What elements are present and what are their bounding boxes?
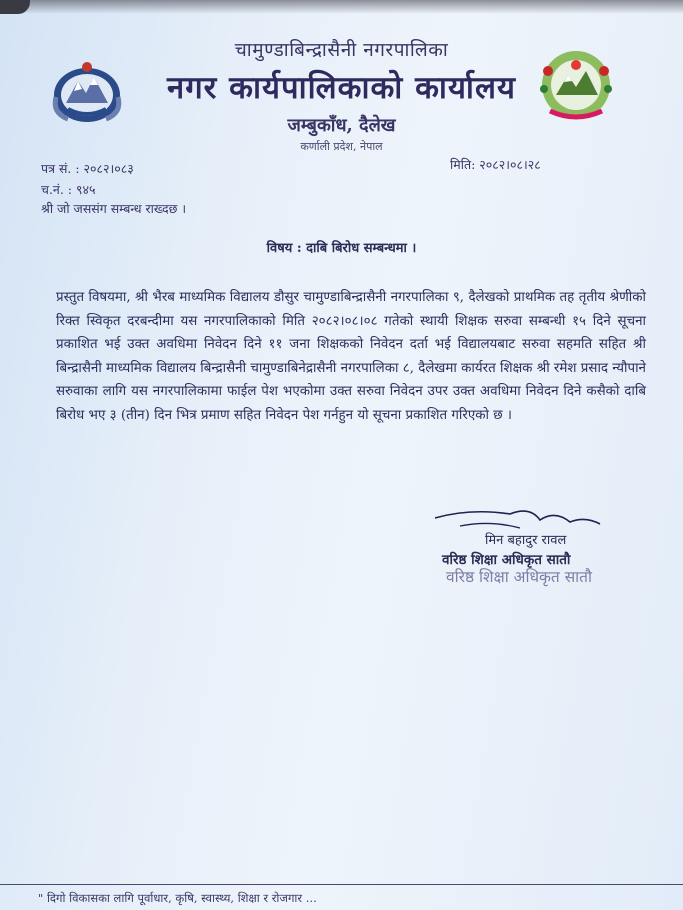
- province-name: कर्णाली प्रदेश, नेपाल: [300, 140, 383, 153]
- top-edge-shadow: [0, 0, 683, 14]
- office-name: नगर कार्यपालिकाको कार्यालय: [167, 70, 516, 106]
- document-date: मिति: २०८२।०८।२८: [450, 157, 541, 172]
- notice-body: प्रस्तुत विषयमा, श्री भैरब माध्यमिक विद्यालय डौसुर चामुण्डाबिन्द्रासैनी नगरपालिका ९, दैलेखको प्राथमिक तह तृतीय श्रेणीको रिक्त स्विकृत दरबन्दीमा यस नगरपालिकाको मिति २०८२।०८।०८ गतेको स्थायी शिक्षक सरुवा सम्बन्धी १५ दिने सूचना प्रकाशित भई उक्त अवधिमा निवेदन दिने ११ जना शिक्षकको निवेदन दर्ता भई विद्यालयबाट सरुवा सहमति सहित श्री बिन्द्रासैनी माध्यमिक विद्यालय बिन्द्रासैनी चामुण्डाबिनेद्रासैनी नगरपालिका ८, दैलेखमा कार्यरत शिक्षक श्री रमेश प्रसाद न्यौपाने सरुवाका लागि यस नगरपालिकामा फाईल पेश भएकोमा उक्त सरुवा निवेदन उपर उक्त अवधिमा निवेदन दिने कसैको दाबि बिरोध भए ३ (तीन) दिन भित्र प्रमाण सहित निवेदन पेश गर्नहुन यो सूचना प्रकाशित गरिएको छ ।: [56, 290, 646, 423]
- signatory-title: वरिष्ठ शिक्षा अधिकृत सातौ: [442, 552, 571, 568]
- subject-line: विषय : दाबि बिरोध सम्बन्धमा ।: [266, 241, 417, 256]
- recipient-line: श्री जो जससंग सम्बन्ध राख्दछ ।: [41, 201, 187, 216]
- footer-slogan: " दिगो विकासका लागि पूर्वाधार, कृषि, स्वास्थ्य, शिक्षा र रोजगार ...: [38, 891, 317, 905]
- municipality-name: चामुण्डाबिन्द्रासैनी नगरपालिका: [234, 39, 449, 61]
- office-location: जम्बुकाँध, दैलेख: [287, 115, 396, 136]
- chalani-number: च.नं. : ९४५: [41, 182, 96, 197]
- designation-stamp: वरिष्ठ शिक्षा अधिकृत सातौ: [446, 568, 593, 586]
- signatory-name: मिन बहादुर रावल: [485, 533, 567, 548]
- patra-sankhya: पत्र सं. : २०८२।०८३: [41, 161, 134, 176]
- footer-divider: [0, 884, 683, 885]
